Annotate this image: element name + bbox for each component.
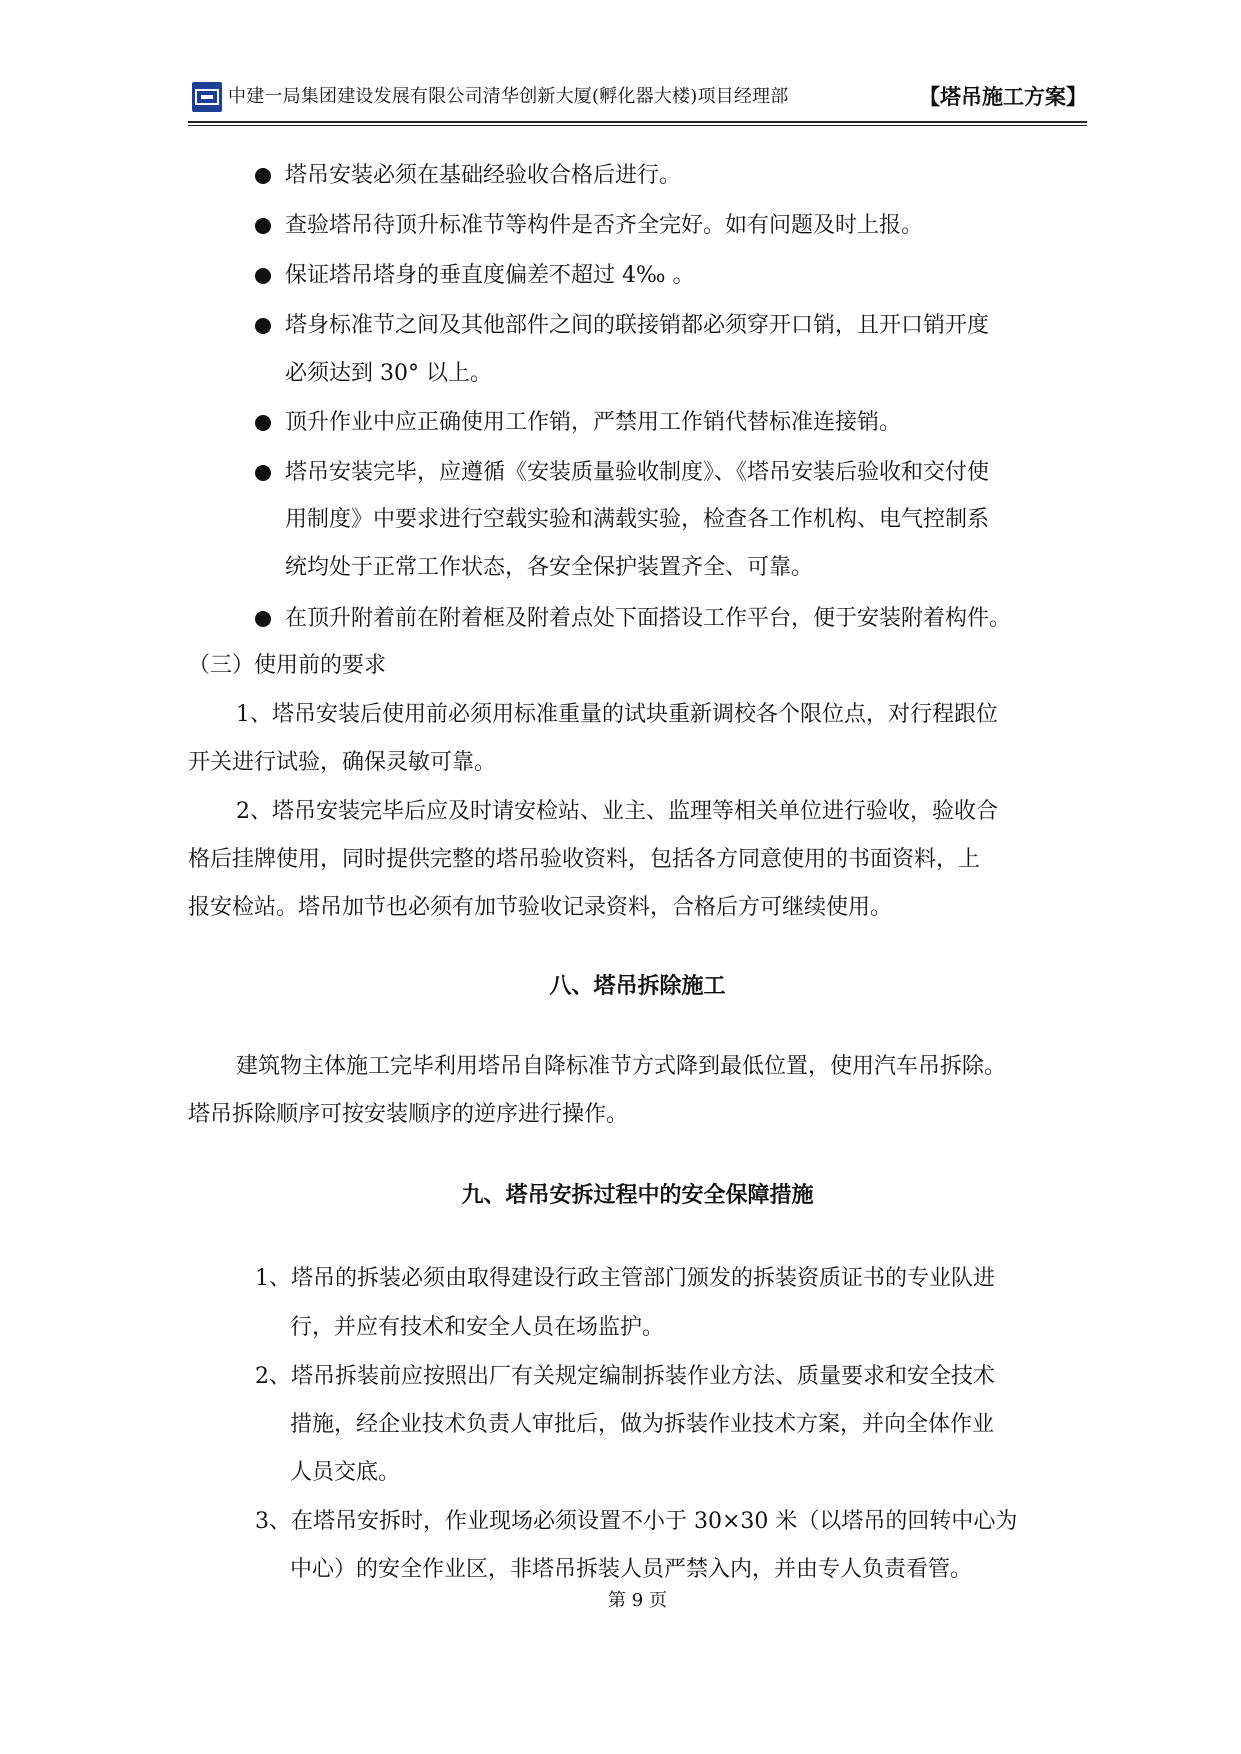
list-item-continuation: 必须达到 30° 以上。 (285, 361, 492, 386)
section-subtitle: （三）使用前的要求 (188, 653, 387, 678)
paragraph-line: 格后挂牌使用，同时提供完整的塔吊验收资料，包括各方同意使用的书面资料，上 (188, 847, 981, 872)
bullet-icon (255, 318, 271, 334)
bullet-icon (255, 268, 271, 284)
numbered-item-continuation: 中心）的安全作业区，非塔吊拆装人员严禁入内，并由专人负责看管。 (290, 1557, 973, 1582)
list-item: 顶升作业中应正确使用工作销，严禁用工作销代替标准连接销。 (285, 410, 902, 435)
list-item: 在顶升附着前在附着框及附着点处下面搭设工作平台，便于安装附着构件。 (285, 606, 1012, 631)
list-item: 塔吊安装必须在基础经验收合格后进行。 (285, 163, 682, 188)
list-item: 查验塔吊待顶升标准节等构件是否齐全完好。如有问题及时上报。 (285, 213, 924, 238)
numbered-item: 2、塔吊拆装前应按照出厂有关规定编制拆装作业方法、质量要求和安全技术 (255, 1364, 995, 1389)
paragraph-line: 2、塔吊安装完毕后应及时请安检站、业主、监理等相关单位进行验收，验收合 (236, 799, 998, 824)
section-heading: 九、塔吊安拆过程中的安全保障措施 (461, 1183, 814, 1208)
numbered-item: 3、在塔吊安拆时，作业现场必须设置不小于 30×30 米（以塔吊的回转中心为 (255, 1509, 1018, 1534)
numbered-item-continuation: 行，并应有技术和安全人员在场监护。 (290, 1315, 665, 1340)
header-doc-tag: 【塔吊施工方案】 (919, 85, 1087, 109)
bullet-icon (255, 415, 271, 431)
header-divider (188, 121, 1087, 123)
list-item: 塔身标准节之间及其他部件之间的联接销都必须穿开口销，且开口销开度 (285, 313, 990, 338)
paragraph-line: 开关进行试验，确保灵敏可靠。 (188, 750, 497, 775)
list-item-continuation: 统均处于正常工作状态，各安全保护装置齐全、可靠。 (285, 555, 814, 580)
list-item: 保证塔吊塔身的垂直度偏差不超过 4‰ 。 (285, 263, 695, 288)
numbered-item-continuation: 人员交底。 (290, 1460, 401, 1485)
page-number: 第 9 页 (608, 1590, 667, 1611)
bullet-icon (255, 168, 271, 184)
list-item-continuation: 用制度》中要求进行空载实验和满载实验，检查各工作机构、电气控制系 (285, 507, 990, 532)
page-header (188, 80, 1087, 120)
company-logo (192, 82, 222, 112)
header-divider-thin (188, 125, 1087, 126)
section-heading: 八、塔吊拆除施工 (549, 974, 726, 999)
numbered-item: 1、塔吊的拆装必须由取得建设行政主管部门颁发的拆装资质证书的专业队进 (255, 1266, 995, 1291)
paragraph-line: 1、塔吊安装后使用前必须用标准重量的试块重新调校各个限位点，对行程跟位 (236, 702, 998, 727)
bullet-icon (255, 465, 271, 481)
list-item: 塔吊安装完毕，应遵循《安装质量验收制度》、《塔吊安装后验收和交付使 (285, 460, 990, 485)
bullet-icon (255, 611, 271, 627)
paragraph-line: 建筑物主体施工完毕利用塔吊自降标准节方式降到最低位置，使用汽车吊拆除。 (236, 1054, 1007, 1079)
header-title: 中建一局集团建设发展有限公司清华创新大厦(孵化器大楼)项目经理部 (228, 86, 789, 107)
paragraph-line: 塔吊拆除顺序可按安装顺序的逆序进行操作。 (188, 1102, 629, 1127)
paragraph-line: 报安检站。塔吊加节也必须有加节验收记录资料，合格后方可继续使用。 (188, 895, 893, 920)
bullet-icon (255, 218, 271, 234)
numbered-item-continuation: 措施，经企业技术负责人审批后，做为拆装作业技术方案，并向全体作业 (290, 1412, 995, 1437)
